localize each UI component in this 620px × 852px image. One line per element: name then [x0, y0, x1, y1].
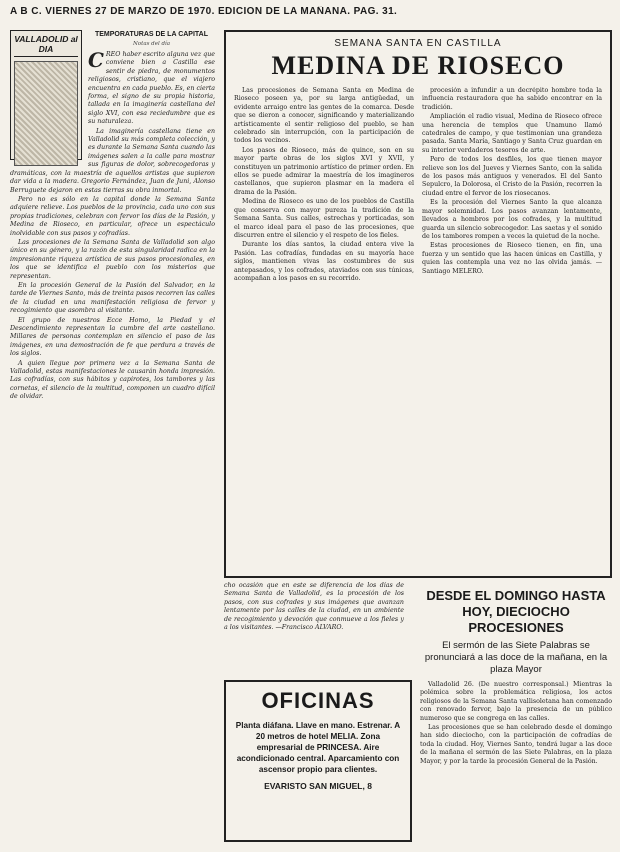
article-para: Estas procesiones de Rioseco tienen, en fin, una fuerza y un sentido que las hacen únicas en Castilla, y quien las contempla una vez no las olvida jamás. —Santiago MELERO. — [422, 242, 602, 275]
procession-body — [420, 681, 612, 766]
procession-subhead: El sermón de las Siete Palabras se pronunciará a las doce de la mañana, en la plaza Mayor — [424, 640, 608, 675]
left-para: La imaginería castellana tiene en Valladolid su más completa colección, y es durante la Semana Santa cuando las imágenes salen a la calle para mostrar sus figuras de dolor, sobrecogedoras y dramáticas, con la maestría de aquellos artistas que supieron dar vida a la madera. Gregorio Fernández, Juan de Juni, Alonso Berruguete dejaron en estas tierras su obra inmortal. — [10, 127, 215, 194]
badge-illustration — [14, 61, 78, 166]
article-para: Durante los días santos, la ciudad entera vive la Pasión. Las cofradías, fundadas en su mayoría hace siglos, mantienen vivas las costumbres de sus antepasados, y los cofrades, ataviados con sus túnicas, acompañan a los pasos en su recorrido. — [234, 241, 414, 282]
left-para: Las procesiones de la Semana Santa de Valladolid son algo único en su género, y la razón de esta singularidad radica en la impresionante riqueza artística de sus pasos procesionales, en los que se identifica el pueblo con los misterios que representan. — [10, 238, 215, 280]
article-para: Pero de todos los desfiles, los que tienen mayor relieve son los del Jueves y Viernes Santo, con la salida de los pasos más antiguos y venerados. El del Santo Sepulcro, la Dolorosa, el Cristo de la Pasión, recorren la ciudad entre el fervor de los riosecanos. — [422, 156, 602, 197]
procession-article — [420, 588, 612, 842]
article-para: Es la procesión del Viernes Santo la que alcanza mayor solemnidad. Los pasos avanzan lentamente, llevados a hombros por los cofrades, y la multitud guarda un silencio sobrecogedor. Las saetas y el sonido de los tambores rompen a veces la quietud de la noche. — [422, 199, 602, 240]
ad-body: Planta diáfana. Llave en mano. Estrenar. A 20 metros de hotel MELIA. Zona empresarial de PRINCESA. Aire acondicionado central. Aparcamiento con ascensor propio para clientes. — [235, 721, 401, 774]
column-badge — [10, 30, 82, 160]
left-para: El grupo de nuestros Ecce Homo, la Piedad y el Descendimiento representan la cumbre del arte castellano. Millares de personas contemplan en silencio el paso de las imágenes, en una demostración de fe que perdura a través de los siglos. — [10, 316, 215, 358]
ad-footer: EVARISTO SAN MIGUEL, 8 — [264, 781, 372, 791]
article-columns — [234, 87, 602, 567]
article-col-1 — [234, 87, 414, 567]
left-byline: Notas del día — [132, 41, 171, 47]
article-para: procesión a infundir a un decrépito hombre toda la influencia restauradora que ha sabido encontrar en la tradición. — [422, 87, 602, 111]
main-article-box — [224, 30, 612, 578]
left-para: REO haber escrito alguna vez que conviene bien a Castilla ese sentir de piedra, de monumentos religiosos, cristiano, que el viajero encuentra en cada pueblo. Es, en cierta forma, el signo de su propia historia, tallada en la imaginería castellana del siglo XVI, con esa reciedumbre que es su naturaleza. — [88, 51, 215, 126]
procession-headline: DESDE EL DOMINGO HASTA HOY, DIECIOCHO PROCESIONES — [426, 588, 606, 635]
article-para: Medina de Rioseco es uno de los pueblos de Castilla que conserva con mayor pureza la tradición de la Semana Santa. Sus calles, estrechas y porticadas, son el marco ideal para el paso de las procesiones, que discurren entre el silencio y el respeto de los fieles. — [234, 198, 414, 239]
mid-continuation-text — [224, 582, 404, 672]
left-para: En la procesión General de la Pasión del Salvador, en la tarde de Viernes Santo, más de treinta pasos recorren las calles de la ciudad en una manifestación religiosa de fervor y recogimiento que asombra al visitante. — [10, 281, 215, 315]
article-para: Ampliación el radio visual, Medina de Rioseco ofrece una herencia de templos que Unamuno llamó catedrales de campo, y que testimonian una grandeza pasada. Santa María, Santiago y Santa Cruz guardan en su interior verdaderos tesoros de arte. — [422, 113, 602, 154]
article-kicker: SEMANA SANTA EN CASTILLA — [334, 38, 502, 49]
mid-para: cho ocasión que en este se diferencia de los días de Semana Santa de Valladolid, es la procesión de los pasos, con sus cofrades y sus imágenes que avanzan lentamente por las calles de la ciudad, en un ambiente de recogimiento y devoción que conmueve a los fieles y a los visitantes. —Francisco ALVARO. — [224, 582, 404, 632]
procession-para: Valladolid 26. (De nuestro corresponsal.) Mientras la polémica sobre la problemática religiosa, los actos religiosos de la Semana Santa vallisoletana han comenzado con renovado fervor, bajo la presencia de un público numeroso que se congrega en las calles. — [420, 681, 612, 722]
dropcap: C — [88, 48, 104, 72]
page-header: A B C. VIERNES 27 DE MARZO DE 1970. EDICION DE LA MAÑANA. PAG. 31. — [10, 6, 398, 17]
classified-ad — [224, 680, 412, 842]
left-para: A quien llegue por primera vez a la Semana Santa de Valladolid, estas manifestaciones le causarán honda impresión. Las cofradías, con sus hábitos y capirotes, los tambores y las cornetas, el silencio de la multitud, componen un cuadro difícil de olvidar. — [10, 359, 215, 401]
article-para: Los pasos de Rioseco, más de quince, son en su mayor parte obras de los siglos XVI y XVII, y constituyen un patrimonio artístico de primer orden. En ellos se puede admirar la maestría de los imagineros castellanos, que supieron plasmar en la madera el drama de la Pasión. — [234, 146, 414, 196]
left-para: Pero no es sólo en la capital donde la Semana Santa adquiere relieve. Los pueblos de la provincia, cada uno con sus propias tradiciones, celebran con fervor los días de la Pasión, y Medina de Rioseco, en particular, ofrece un espectáculo inolvidable con sus pasos y cofradías. — [10, 195, 215, 237]
article-para: Las procesiones de Semana Santa en Medina de Rioseco poseen ya, por su larga antigüedad, un evidente arraigo entre las gentes de la comarca. Desde que se dieron a conocer, significando y materializando artísticamente el sentir religioso del pueblo, se han celebrado sin interrupción, con la participación de todos los vecinos. — [234, 87, 414, 145]
article-col-2 — [422, 87, 602, 567]
article-headline: MEDINA DE RIOSECO — [271, 51, 565, 80]
procession-para: Las procesiones que se han celebrado desde el domingo han sido dieciocho, con la participación de cofradías de toda la ciudad. Hoy, Viernes Santo, tendrá lugar a las doce de la mañana el sermón de las Siete Palabras, en la plaza Mayor, y por la tarde la procesión General de la Pasión. — [420, 724, 612, 765]
badge-title: VALLADOLID al DIA — [14, 34, 78, 57]
ad-title: OFICINAS — [261, 688, 375, 713]
left-section-head: TEMPORATURAS DE LA CAPITAL — [94, 31, 209, 38]
left-column — [10, 30, 215, 842]
